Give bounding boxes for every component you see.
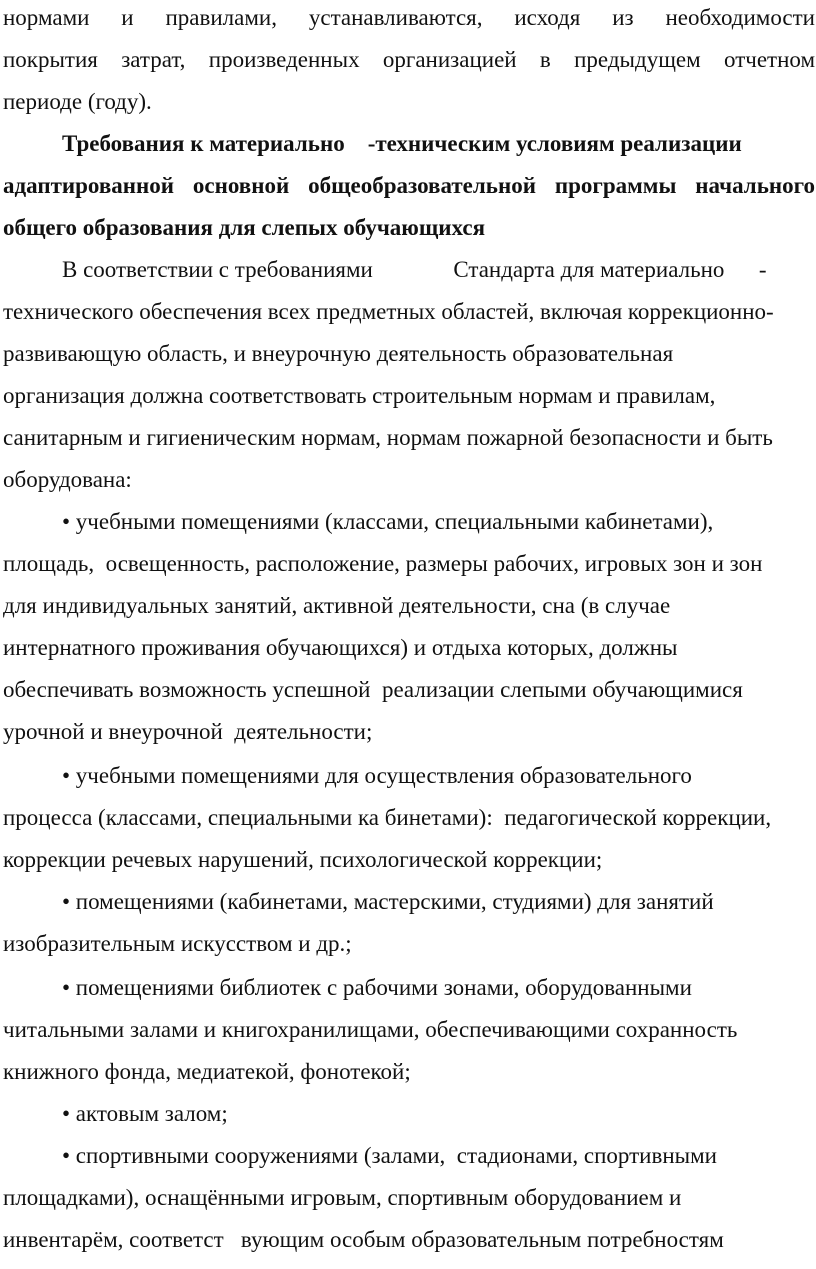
para1-line-2: технического обеспечения всех предметных областей, включая коррекционно- [3, 299, 774, 324]
section-heading-line-3: общего образования для слепых обучающихся [3, 215, 486, 240]
bullet2-line-3: коррекции речевых нарушений, психологической коррекции; [3, 847, 603, 872]
bullet1-line-5: обеспечивать возможность успешной реализации слепыми обучающимися [3, 677, 743, 702]
intro-line-2: покрытия затрат, произведенных организацией в предыдущем отчетном [3, 47, 815, 72]
bullet3-line-1: • помещениями (кабинетами, мастерскими, студиями) для занятий [62, 889, 714, 914]
section-heading-line-2: адаптированной основной общеобразовательной программы начального [3, 173, 815, 198]
bullet1-line-1: • учебными помещениями (классами, специальными кабинетами), [62, 509, 714, 534]
bullet6-line-1: • спортивными сооружениями (залами, стадионами, спортивными [62, 1143, 717, 1168]
bullet3-line-2: изобразительным искусством и др.; [3, 931, 352, 956]
bullet1-line-6: урочной и внеурочной деятельности; [3, 719, 373, 744]
para1-line-6: оборудована: [3, 467, 132, 492]
intro-line-1: нормами и правилами, устанавливаются, исходя из необходимости [3, 5, 815, 30]
bullet6-line-2: площадками), оснащёнными игровым, спортивным оборудованием и [3, 1185, 682, 1210]
intro-line-3: периоде (году). [3, 89, 152, 114]
bullet5-line-1: • актовым залом; [62, 1101, 228, 1126]
bullet2-line-1: • учебными помещениями для осуществления образовательного [62, 763, 692, 788]
section-heading-line-1: Требования к материально -техническим условиям реализации [62, 131, 742, 156]
bullet1-line-4: интернатного проживания обучающихся) и отдыха которых, должны [3, 635, 678, 660]
bullet1-line-2: площадь, освещенность, расположение, размеры рабочих, игровых зон и зон [3, 551, 763, 576]
bullet1-line-3: для индивидуальных занятий, активной деятельности, сна (в случае [3, 593, 671, 618]
bullet2-line-2: процесса (классами, специальными ка бинетами): педагогической коррекции, [3, 805, 772, 830]
bullet4-line-3: книжного фонда, медиатекой, фонотекой; [3, 1059, 411, 1084]
bullet4-line-1: • помещениями библиотек с рабочими зонами, оборудованными [62, 975, 692, 1000]
bullet4-line-2: читальными залами и книгохранилищами, обеспечивающими сохранность [3, 1017, 738, 1042]
para1-line-5: санитарным и гигиеническим нормам, нормам пожарной безопасности и быть [3, 425, 773, 450]
para1-line-4: организация должна соответствовать строительным нормам и правилам, [3, 383, 716, 408]
para1-line-1: В соответствии с требованиями Стандарта для материально - [62, 257, 767, 282]
bullet6-line-3: инвентарём, соответст вующим особым образовательным потребностям [3, 1227, 724, 1252]
para1-line-3: развивающую область, и внеурочную деятельность образовательная [3, 341, 674, 366]
